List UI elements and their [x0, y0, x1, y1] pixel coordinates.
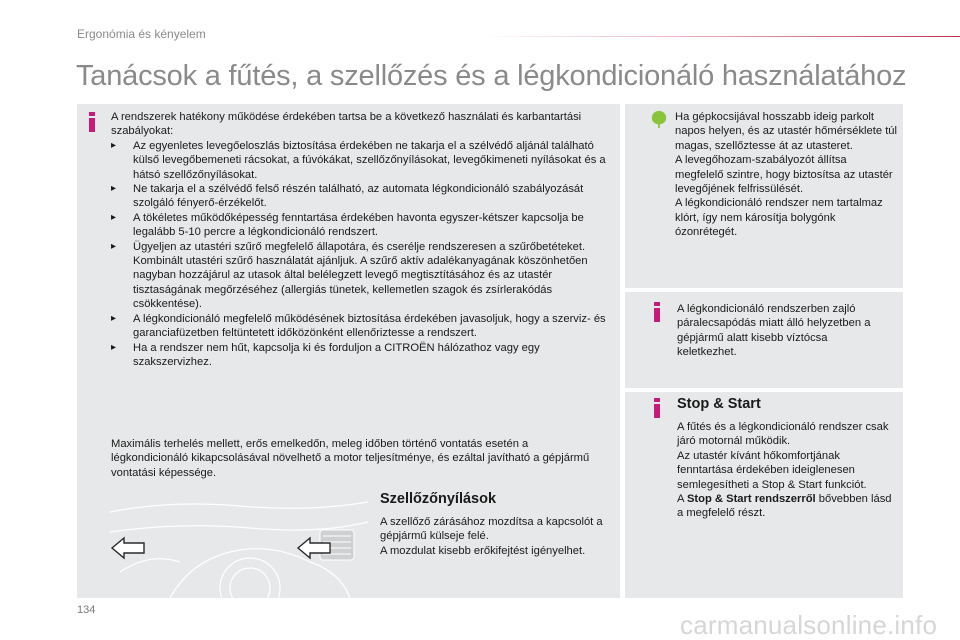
arrow-bullet-icon: ▸ — [111, 139, 117, 151]
tip-item: ▸ Ha a rendszer nem hűt, kapcsolja ki és forduljon a CITROËN hálózathoz vagy egy szakszervizhez. — [111, 341, 540, 368]
stop-start-text: A fűtés és a légkondicionáló rendszer csak járó motornál működik. Az utastér kívánt hőkomfortjának fenntartása érdekében ideiglenesen semlegesítheti a Stop & Start funkciót. A Stop & Start rendszerről bővebben lásd a megfelelő részt. — [677, 421, 892, 520]
vent-illustration — [110, 492, 368, 598]
arrow-bullet-icon: ▸ — [111, 240, 117, 252]
tip-item: ▸ A tökéletes működőképesség fenntartása érdekében havonta egyszer-kétszer kapcsolja be legalább 5-10 percre a légkondicionáló rendszert. — [111, 211, 584, 239]
eco-leaf-icon — [650, 110, 668, 128]
tip-item: ▸ A légkondicionáló megfelelő működésének biztosítása érdekében javasoljuk, hogy a szerviz- és garanciafüzetben feltüntetett időközönként ellenőriztesse a rendszert. — [111, 312, 606, 340]
info-icon — [87, 112, 97, 132]
arrow-bullet-icon: ▸ — [111, 211, 117, 223]
tip-item: ▸ Az egyenletes levegőeloszlás biztosítása érdekében ne takarja el a szélvédő aljánál található külső levegőbemeneti rácsokat, a fúvókákat, szellőzőnyílásokat, levegőkimeneti nyílásokat és a hátsó szellőzőnyílásokat. — [111, 139, 606, 181]
arrow-bullet-icon: ▸ — [111, 183, 117, 195]
arrow-bullet-icon: ▸ — [111, 341, 117, 353]
page-number: 134 — [77, 604, 96, 616]
tip-item: ▸ Ne takarja el a szélvédő felső részén található, az automata légkondicionáló szabályozását szolgáló fényerő-érzékelőt. — [111, 183, 584, 210]
condensation-text: A légkondicionáló rendszerben zajló páralecsapódás miatt álló helyzetben a gépjármű alatt kisebb víztócsa keletkezhet. — [677, 303, 871, 359]
arrow-bullet-icon: ▸ — [111, 312, 117, 324]
page-title: Tanácsok a fűtés, a szellőzés és a légkondicionáló használatához — [76, 60, 907, 92]
section-title: Ergonómia és kényelem — [77, 27, 206, 41]
info-icon — [652, 302, 662, 322]
eco-text: Ha gépkocsijával hosszabb ideig parkolt napos helyen, és az utastér hőmérséklete túl magas, szellőztesse át az utasteret. A levegőhozam-szabályozót állítsa megfelelő szintre, hogy biztosítsa az utastér levegőjének felfrissülését. A légkondicionáló rendszer nem tartalmaz klórt, így nem károsítja bolygónk ózonrétegét. — [675, 111, 898, 239]
stop-start-link-text: Stop & Start rendszerről — [686, 493, 816, 506]
header-rule — [480, 36, 960, 37]
watermark: carmanualsonline.info — [680, 610, 938, 640]
max-load-text: Maximális terhelés mellett, erős emelkedőn, meleg időben történő vontatás esetén a légkondicionáló kikapcsolásával növelhető a motor teljesítménye, és ezáltal javítható a gépjármű vontatási képessége. — [111, 438, 590, 479]
stop-start-heading: Stop & Start — [677, 396, 761, 412]
info-icon — [652, 398, 662, 418]
filter-note: Kombinált utastéri szűrő használatát ajánljuk. A szűrő aktív adalékanyagának köszönhetően nagyban hozzájárul az utasok által belélegzett levegő megtisztításához és az utastér tisztaságának megőrzéséhez (allergiás tünetek, kellemetlen szagok és zsírlerakódás csökkentése). — [133, 255, 588, 311]
tips-text — [111, 110, 606, 369]
tips-intro: A rendszerek hatékony működése érdekében tartsa be a következő használati és karbantartási szabályokat: — [111, 111, 582, 138]
vents-text: A szellőző zárásához mozdítsa a kapcsolót a gépjármű külseje felé. A mozdulat kisebb erőkifejtést igényelhet. — [380, 516, 603, 557]
tip-item: ▸ Ügyeljen az utastéri szűrő megfelelő állapotára, és cserélje rendszeresen a szűrőbetéteket. Kombinált utastéri szűrő használatát ajánljuk. A szűrő aktív adalékanyagának köszönhetően nagyban hozzájárul az utasok által belélegzett levegő megtisztításához és az utastér tisztaságának megőrzéséhez (allergiás tünetek, kellemetlen szagok és zsírlerakódás csökkentése). — [111, 240, 606, 312]
vents-heading: Szellőzőnyílások — [380, 491, 497, 507]
